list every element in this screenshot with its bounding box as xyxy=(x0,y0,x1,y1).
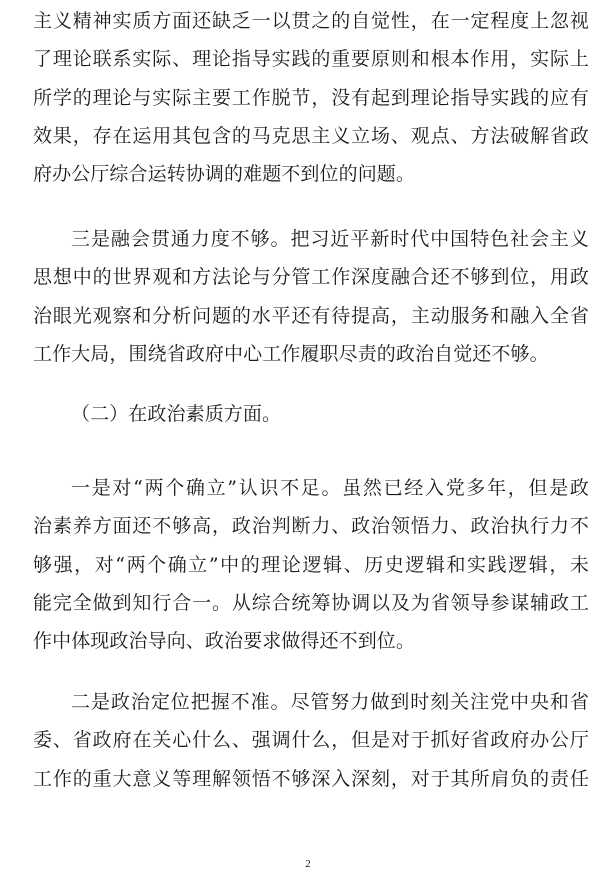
text-line: 所学的理论与实际主要工作脱节，没有起到理论指导实践的应有 xyxy=(33,86,589,109)
text-line: 三是融会贯通力度不够。把习近平新时代中国特色社会主义 xyxy=(71,228,589,250)
text-line: 工作大局，围绕省政府中心工作履职尽责的政治自觉还不够。 xyxy=(33,342,549,365)
text-line: 治素养方面还不够高，政治判断力、政治领悟力、政治执行力不 xyxy=(33,515,589,538)
page-number: 2 xyxy=(305,858,311,870)
text-line: 能完全做到知行合一。从综合统筹协调以及为省领导参谋辅政工 xyxy=(33,591,589,614)
text-line: 二是政治定位把握不准。尽管努力做到时刻关注党中央和省 xyxy=(71,691,589,713)
paragraph-1 xyxy=(33,2,589,193)
section-heading xyxy=(33,395,589,433)
text-line: （二）在政治素质方面。 xyxy=(71,403,282,425)
text-line: 效果，存在运用其包含的马克思主义立场、观点、方法破解省政 xyxy=(33,124,589,147)
paragraph-5 xyxy=(33,683,589,798)
text-line: 一是对“两个确立”认识不足。虽然已经入党多年，但是政 xyxy=(71,477,589,499)
paragraph-4 xyxy=(33,469,589,660)
text-line: 工作的重大意义等理解领悟不够深入深刻，对于其所肩负的责任 xyxy=(33,767,589,790)
text-line: 够强，对“两个确立”中的理论逻辑、历史逻辑和实践逻辑，未 xyxy=(33,553,589,576)
text-line: 了理论联系实际、理论指导实践的重要原则和根本作用，实际上 xyxy=(33,48,589,71)
paragraph-2 xyxy=(33,220,589,373)
text-line: 作中体现政治导向、政治要求做得还不到位。 xyxy=(33,630,416,653)
text-line: 府办公厅综合运转协调的难题不到位的问题。 xyxy=(33,163,416,186)
text-line: 思想中的世界观和方法论与分管工作深度融合还不够到位，用政 xyxy=(33,266,589,289)
text-line: 主义精神实质方面还缺乏一以贯之的自觉性，在一定程度上忽视 xyxy=(33,10,589,32)
text-line: 委、省政府在关心什么、强调什么，但是对于抓好省政府办公厅 xyxy=(33,729,589,752)
text-line: 治眼光观察和分析问题的水平还有待提高，主动服务和融入全省 xyxy=(33,304,589,327)
